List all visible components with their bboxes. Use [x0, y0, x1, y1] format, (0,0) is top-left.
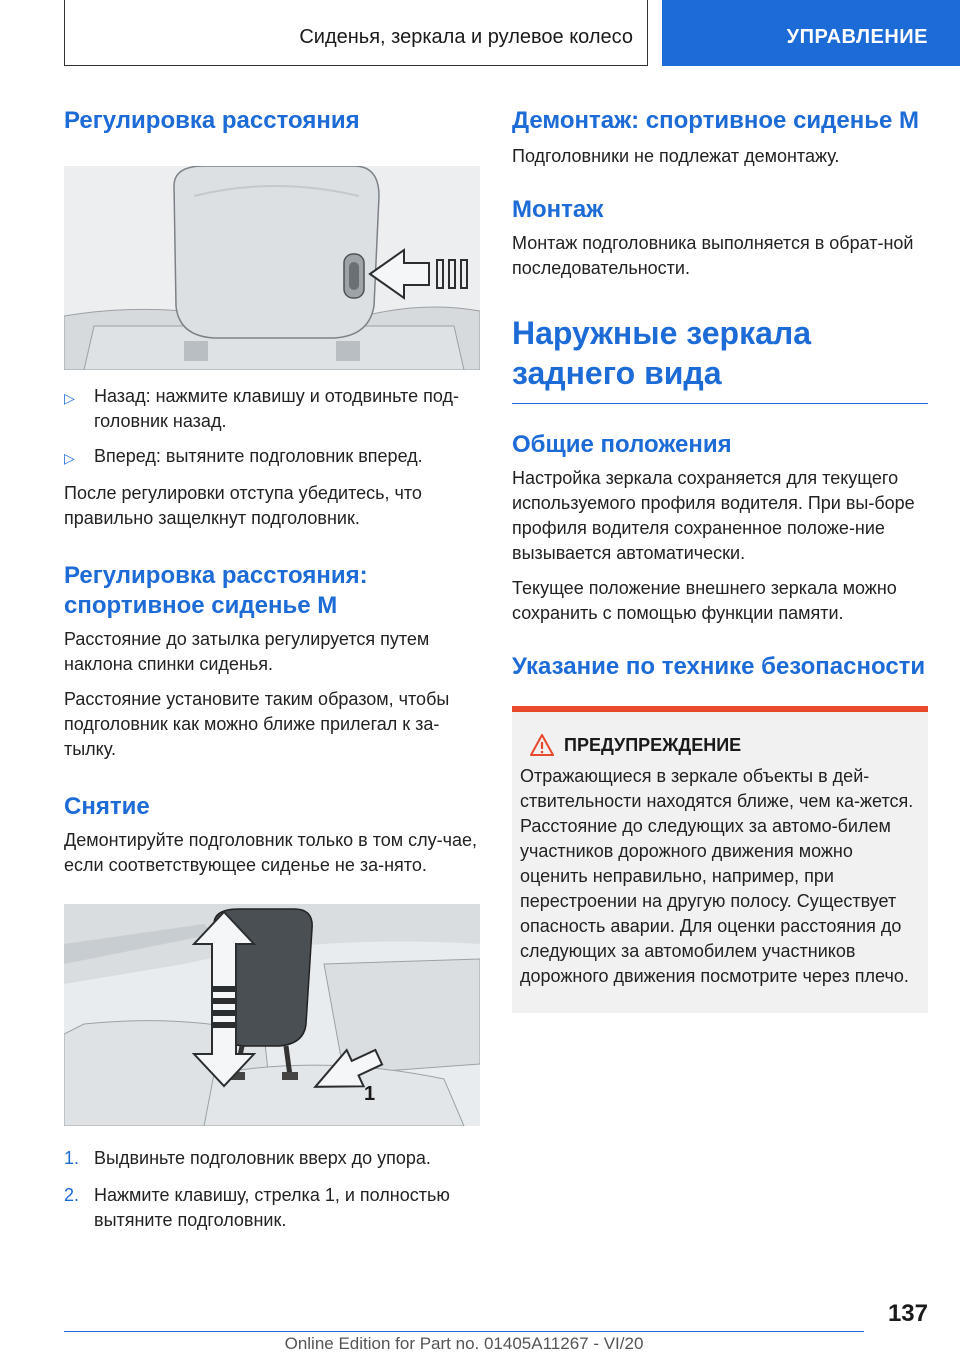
- right-column: [512, 100, 928, 1013]
- paragraph: Демонтируйте подголовник только в том слу-чае, если соответствующее сиденье не за-нято.: [64, 830, 478, 875]
- headrest-removal-illustration: [64, 904, 480, 1126]
- warning-triangle-icon: [520, 734, 564, 756]
- header-section-tab: [662, 0, 960, 66]
- paragraph: Текущее положение внешнего зеркала можно сохранить с помощью функции памяти.: [512, 578, 897, 623]
- headrest-illustration: [64, 166, 480, 370]
- footer-divider: [64, 1331, 864, 1332]
- paragraph: Расстояние до затылка регулируется путем наклона спинки сиденья.: [64, 629, 430, 674]
- warning-header: [520, 734, 920, 756]
- chapter-title: Сиденья, зеркала и рулевое колесо: [299, 26, 633, 48]
- heading-sport-seat: Регулировка расстояния: спортивное сиденье M: [64, 562, 368, 619]
- warning-title: ПРЕДУПРЕЖДЕНИЕ: [564, 734, 742, 755]
- step-text: Выдвиньте подголовник вверх до упора.: [94, 1148, 431, 1168]
- bullet-item: [64, 444, 480, 471]
- headrest-figure: [64, 166, 480, 370]
- heading-distance: Регулировка расстояния: [64, 107, 360, 134]
- heading-mount: Монтаж: [512, 196, 604, 223]
- step-number: 1.: [64, 1148, 80, 1168]
- paragraph: Подголовники не подлежат демонтажу.: [512, 146, 840, 166]
- heading-mirrors: Наружные зеркала заднего вида: [512, 315, 812, 391]
- footer-edition: Online Edition for Part no. 01405A11267 - VI/20: [284, 1334, 644, 1353]
- triangle-bullet-icon: ▷: [64, 390, 75, 406]
- heading-dismount: Демонтаж: спортивное сиденье M: [512, 107, 920, 134]
- step-text: Нажмите клавишу, стрелка 1, и полностью вытяните подголовник.: [94, 1185, 450, 1230]
- step-item: [64, 1146, 480, 1171]
- bullet-item: [64, 384, 480, 434]
- left-column: [64, 100, 480, 1233]
- warning-box: [512, 706, 928, 1013]
- header-chapter-tab: [64, 0, 648, 66]
- section-title: УПРАВЛЕНИЕ: [786, 26, 928, 48]
- step-number: 2.: [64, 1185, 80, 1205]
- paragraph: Настройка зеркала сохраняется для текущего используемого профиля водителя. При вы-боре профиля водителя сохраненное положе-ние вызывается автоматически.: [512, 468, 915, 563]
- heading-safety: Указание по технике безопасности: [512, 653, 926, 680]
- page-number: 137: [887, 1300, 928, 1327]
- heading-general: Общие положения: [512, 431, 732, 458]
- triangle-bullet-icon: ▷: [64, 450, 75, 466]
- step-item: [64, 1183, 480, 1233]
- warning-text: Отражающиеся в зеркале объекты в дей-ствительности находятся ближе, чем ка-жется. Расстояние до следующих за автомо-билем участников дорожного движения можно оценить неправильно, например, при перестроении на другую полосу. Существует опасность аварии. Для оценки расстояния до следующих за автомобилем участников дорожного движения посмотрите через плечо.: [520, 766, 914, 986]
- section-divider: [512, 403, 928, 404]
- figure-callout-label: 1: [364, 1083, 376, 1105]
- paragraph: Расстояние установите таким образом, чтобы подголовник как можно ближе прилегал к за-тылку.: [64, 689, 450, 759]
- removal-figure: [64, 904, 480, 1126]
- heading-removal: Снятие: [64, 793, 150, 820]
- bullet-text: Назад: нажмите клавишу и отодвиньте под-головник назад.: [94, 386, 459, 431]
- paragraph: После регулировки отступа убедитесь, что правильно защелкнут подголовник.: [64, 483, 422, 528]
- bullet-text: Вперед: вытяните подголовник вперед.: [94, 446, 423, 466]
- paragraph: Монтаж подголовника выполняется в обрат-ной последовательности.: [512, 233, 914, 278]
